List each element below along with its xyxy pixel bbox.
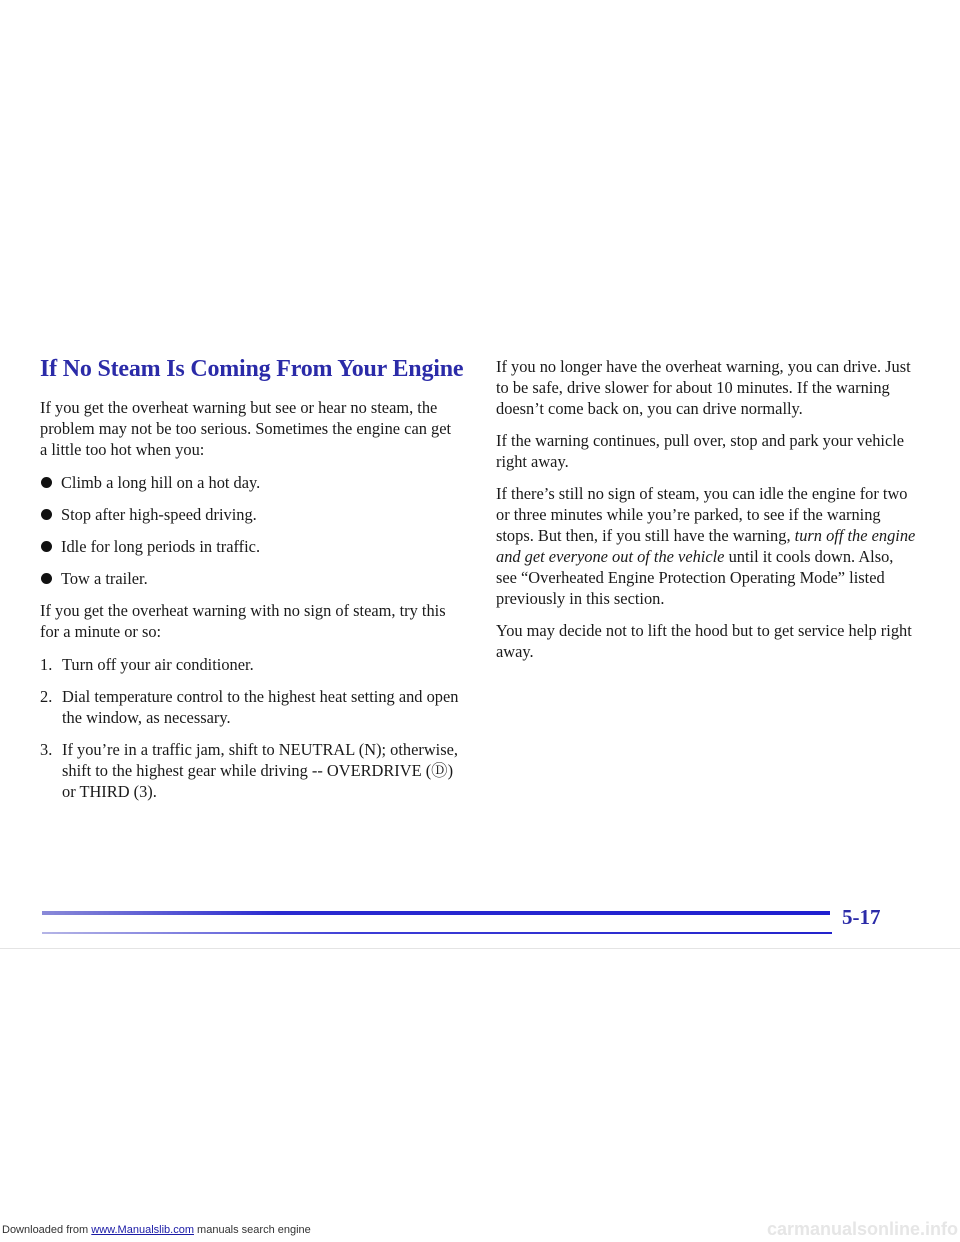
bullet-icon xyxy=(41,573,52,584)
step-text: Dial temperature control to the highest heat setting and open the window, as necessary. xyxy=(62,687,459,727)
bullet-icon xyxy=(41,541,52,552)
paragraph-service: You may decide not to lift the hood but to get service help right away. xyxy=(496,621,912,661)
page-number: 5-17 xyxy=(842,905,881,929)
list-item: Climb a long hill on a hot day. xyxy=(40,472,460,493)
intro-paragraph: If you get the overheat warning but see or hear no steam, the problem may not be too serious. Sometimes the engine can get a little too hot when you: xyxy=(40,398,452,459)
paragraph-idle: If there’s still no sign of steam, you can idle the engine for two or three minutes while you’re parked, to see if the warning stops. But then, if you still have the warning, turn off the engine and get everyone out of the vehicle until it cools down. Also, see “Overheated Engine Protection Operating Mode” listed previously in this section. xyxy=(496,484,916,608)
left-column xyxy=(40,356,464,813)
paragraph-drive: If you no longer have the overheat warning, you can drive. Just to be safe, drive slower for about 10 minutes. If the warning doesn’t come back on, you can drive normally. xyxy=(496,357,911,418)
manualslib-link[interactable]: www.Manualslib.com xyxy=(91,1224,194,1236)
section-title: If No Steam Is Coming From Your Engine xyxy=(40,356,464,382)
bullet-icon xyxy=(41,509,52,520)
step-number: 2. xyxy=(40,687,53,706)
step-item xyxy=(40,654,460,675)
step-text: Turn off your air conditioner. xyxy=(62,655,254,674)
bullet-icon xyxy=(41,477,52,488)
step-number: 3. xyxy=(40,740,53,759)
step-item xyxy=(40,686,460,728)
list-item: Tow a trailer. xyxy=(40,568,460,589)
paragraph-continues: If the warning continues, pull over, stop and park your vehicle right away. xyxy=(496,431,905,471)
right-column xyxy=(496,356,916,673)
download-footer: Downloaded from www.Manualslib.com manuals search engine xyxy=(2,1224,311,1236)
steps-list xyxy=(40,654,460,802)
watermark: carmanualsonline.info xyxy=(766,1219,958,1239)
list-item: Idle for long periods in traffic. xyxy=(40,536,460,557)
list-item: Stop after high-speed driving. xyxy=(40,504,460,525)
footer-rule-thin xyxy=(42,932,832,934)
steps-intro: If you get the overheat warning with no sign of steam, try this for a minute or so: xyxy=(40,601,446,641)
step-item xyxy=(40,739,460,802)
emphasis-text: turn off the engine and get everyone out of the vehicle xyxy=(496,526,916,566)
conditions-list xyxy=(40,472,460,589)
footer-rule-thick xyxy=(42,911,830,915)
step-number: 1. xyxy=(40,655,53,674)
step-text: If you’re in a traffic jam, shift to NEUTRAL (N); otherwise, shift to the highest gear while driving -- OVERDRIVE (Ⓓ) or THIRD (3). xyxy=(62,740,458,801)
page-edge-divider xyxy=(0,948,960,949)
